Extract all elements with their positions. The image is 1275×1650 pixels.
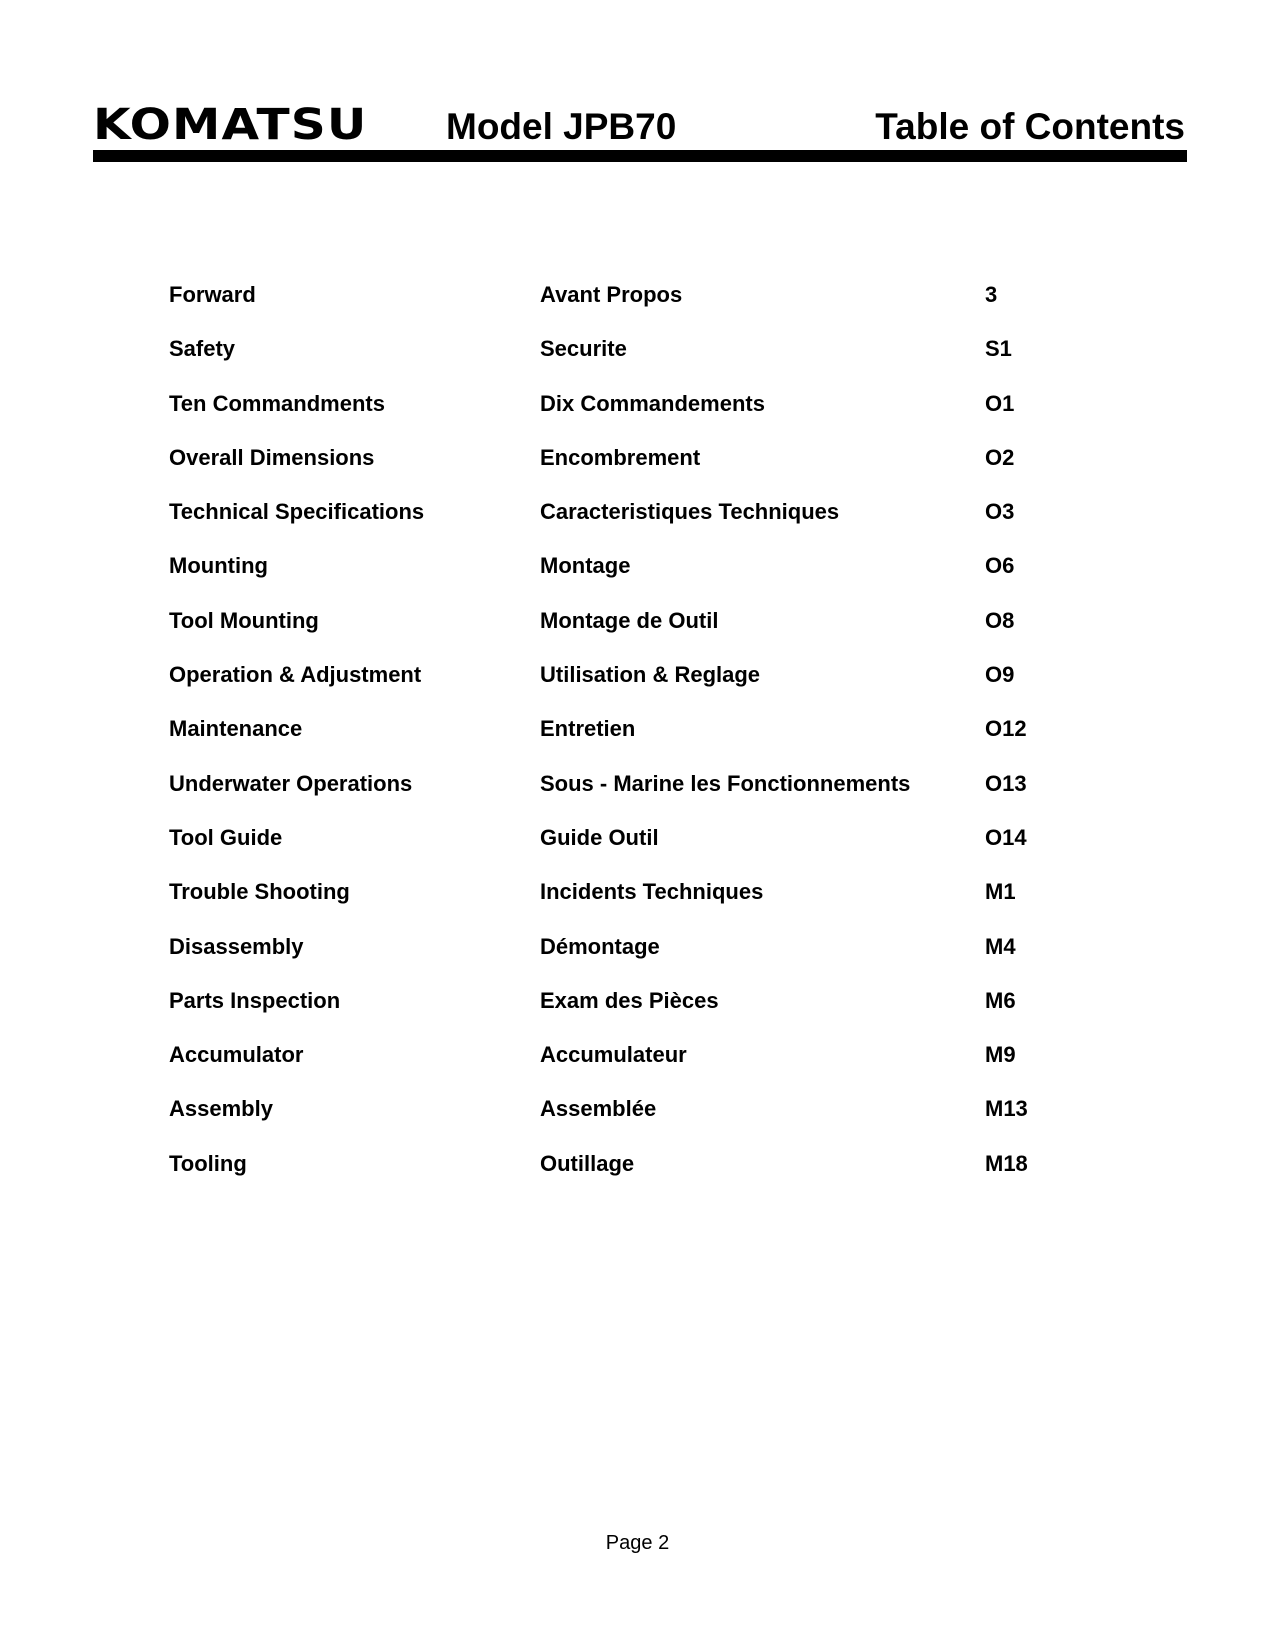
toc-entry-french: Sous - Marine les Fonctionnements [540,770,911,796]
toc-page-ref: O14 [985,824,1027,850]
model-title: Model JPB70 [446,106,677,147]
toc-entry-french: Outillage [540,1150,635,1176]
toc-row [169,607,1069,664]
toc-entry-english: Overall Dimensions [169,444,375,470]
toc-entry-english: Mounting [169,553,268,579]
toc-entry-english: Trouble Shooting [169,879,350,905]
toc-entry-french: Montage [540,553,631,579]
toc-page-ref: O6 [985,553,1015,579]
toc-entry-english: Operation & Adjustment [169,662,422,688]
toc-row [169,1150,1069,1207]
toc-entry-french: Guide Outil [540,824,659,850]
toc-page-ref: S1 [985,336,1012,362]
toc-row [169,987,1069,1044]
toc-page-ref: M4 [985,933,1016,959]
toc-entry-english: Tool Guide [169,824,283,850]
toc-entry-english: Ten Commandments [169,390,385,416]
toc-entry-french: Dix Commandements [540,390,765,416]
toc-page-ref: O12 [985,716,1027,742]
toc-row [169,718,1069,772]
page-number: Page 2 [605,1532,670,1554]
toc-entry-french: Securite [540,336,627,362]
toc-entry-french: Caracteristiques Techniques [540,499,840,525]
toc-row [169,284,1069,338]
toc-page-ref: O8 [985,607,1015,633]
toc-entry-french: Montage de Outil [540,607,719,633]
toc-row [169,1098,1069,1152]
toc-entry-english: Maintenance [169,716,303,742]
toc-page-ref: M9 [985,1042,1016,1068]
toc-entry-english: Safety [169,336,236,362]
toc-entry-english: Tooling [169,1150,247,1176]
toc-entry-french: Entretien [540,716,636,742]
toc-page-ref: M1 [985,879,1016,905]
toc-entry-english: Tool Mounting [169,607,319,633]
document-title: Table of Contents [875,106,1185,147]
toc-entry-french: Incidents Techniques [540,879,764,905]
toc-row [169,770,1069,827]
toc-entry-english: Disassembly [169,933,304,959]
toc-entry-french: Assemblée [540,1096,657,1122]
toc-row [169,1044,1069,1098]
toc-row [169,555,1069,609]
toc-page-ref: M13 [985,1096,1028,1122]
toc-page-ref: 3 [985,282,998,307]
toc-entry-french: Exam des Pièces [540,987,719,1013]
toc-entry-english: Accumulator [169,1042,304,1068]
toc-entry-english: Forward [169,282,256,307]
toc-page-ref: M6 [985,987,1016,1013]
toc-entry-french: Accumulateur [540,1042,687,1068]
toc-entry-english: Parts Inspection [169,987,341,1013]
toc-row [169,881,1069,935]
toc-entry-english: Underwater Operations [169,770,413,796]
toc-page-ref: O9 [985,662,1015,688]
toc-row [169,664,1069,718]
header-divider [93,150,1187,162]
toc-page-ref: O13 [985,770,1027,796]
toc-entry-french: Démontage [540,933,660,959]
toc-row [169,444,1069,501]
toc-row [169,338,1069,392]
toc-row [169,824,1069,881]
toc-row [169,933,1069,990]
toc-page-ref: M18 [985,1150,1028,1176]
toc-page-ref: O3 [985,499,1015,525]
komatsu-logo: KOMATSU [93,100,368,150]
table-of-contents [169,284,1069,1207]
toc-entry-french: Utilisation & Reglage [540,662,761,688]
toc-entry-english: Assembly [169,1096,273,1122]
toc-entry-french: Encombrement [540,444,701,470]
toc-row [169,390,1069,447]
toc-page-ref: O1 [985,390,1015,416]
toc-page-ref: O2 [985,444,1015,470]
toc-entry-english: Technical Specifications [169,499,425,525]
toc-row [169,501,1069,555]
toc-entry-french: Avant Propos [540,282,683,307]
